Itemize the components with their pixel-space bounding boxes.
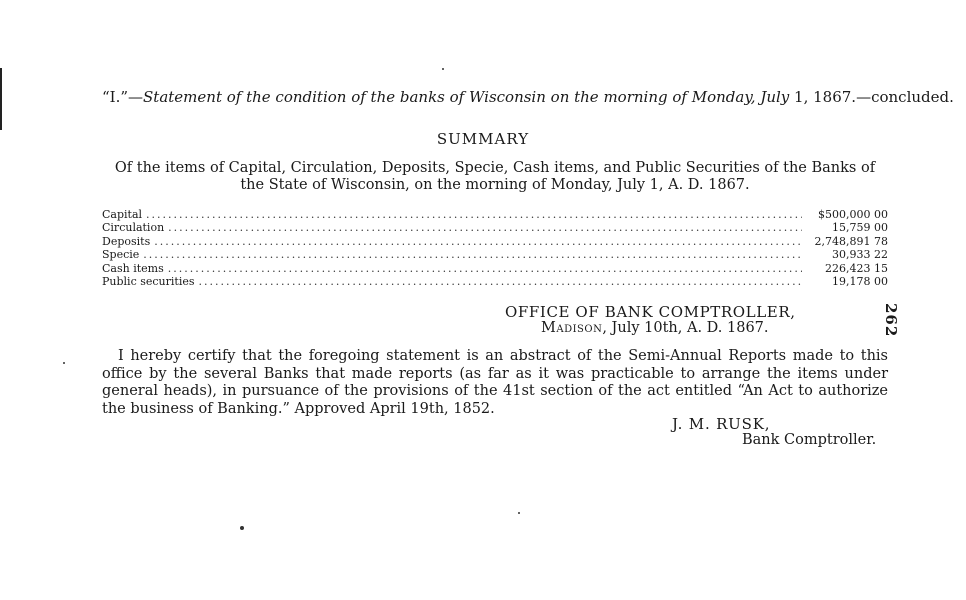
office-title: OFFICE OF BANK COMPTROLLER,: [505, 303, 796, 321]
office-city: Madison: [541, 320, 603, 336]
leader-dots: [143, 248, 802, 261]
ink-speck: [442, 68, 444, 70]
heading-italic-text: Statement of the condition of the banks of Wisconsin on the morning of Monday, July: [143, 88, 790, 106]
ledger-row: [102, 208, 888, 221]
ledger-label: Specie: [102, 248, 140, 262]
summary-subtitle: Of the items of Capital, Circulation, Deposits, Specie, Cash items, and Public Securities of the Banks of the State of Wisconsin, on the morning of Monday, July 1, A. D. 1867.: [114, 160, 876, 193]
ink-speck: [63, 362, 65, 364]
ledger-amount: 2,748,891 78: [814, 234, 888, 248]
heading-date: 1, 1867.—concluded.: [789, 88, 954, 106]
heading-quote: “I.”—: [102, 88, 144, 106]
certification-paragraph: I hereby certify that the foregoing statement is an abstract of the Semi-Annual Reports made to this office by the several Banks that made reports (as far as it was practicable to arrange the items under general heads), in pursuance of the provisions of the 41st section of the act entitled “An Act to authorize the business of Banking.” Approved April 19th, 1852.: [102, 348, 888, 417]
page-number: 262: [882, 303, 900, 338]
ledger-row: [102, 235, 888, 248]
summary-title: SUMMARY: [436, 130, 530, 148]
ledger-label: Deposits: [102, 234, 151, 248]
ledger-amount: 30,933 22: [832, 248, 888, 262]
statement-heading: [102, 88, 954, 106]
ledger-row: [102, 262, 888, 275]
office-dateline: [541, 320, 769, 336]
ledger-amount: 226,423 15: [825, 261, 888, 275]
leader-dots: [154, 235, 802, 248]
ink-speck: [240, 526, 244, 530]
ledger-row: [102, 221, 888, 234]
leader-dots: [146, 208, 802, 221]
ledger-amount: 15,759 00: [832, 221, 888, 235]
page-edge-line: [0, 68, 2, 130]
signature-name: J. M. RUSK,: [672, 415, 771, 433]
ink-speck: [518, 512, 520, 514]
signature-title: Bank Comptroller.: [742, 432, 877, 448]
ledger-row: [102, 248, 888, 261]
ledger-label: Capital: [102, 208, 143, 221]
office-date: , July 10th, A. D. 1867.: [602, 320, 769, 336]
leader-dots: [168, 221, 802, 234]
ledger-amount: $500,000 00: [818, 208, 888, 221]
ledger-label: Circulation: [102, 221, 165, 235]
ledger-amount: 19,178 00: [832, 275, 888, 289]
leader-dots: [168, 262, 802, 275]
ledger-label: Cash items: [102, 261, 164, 275]
summary-ledger: [102, 208, 888, 288]
ledger-row: [102, 275, 888, 288]
leader-dots: [199, 275, 803, 288]
ledger-label: Public securities: [102, 275, 195, 289]
